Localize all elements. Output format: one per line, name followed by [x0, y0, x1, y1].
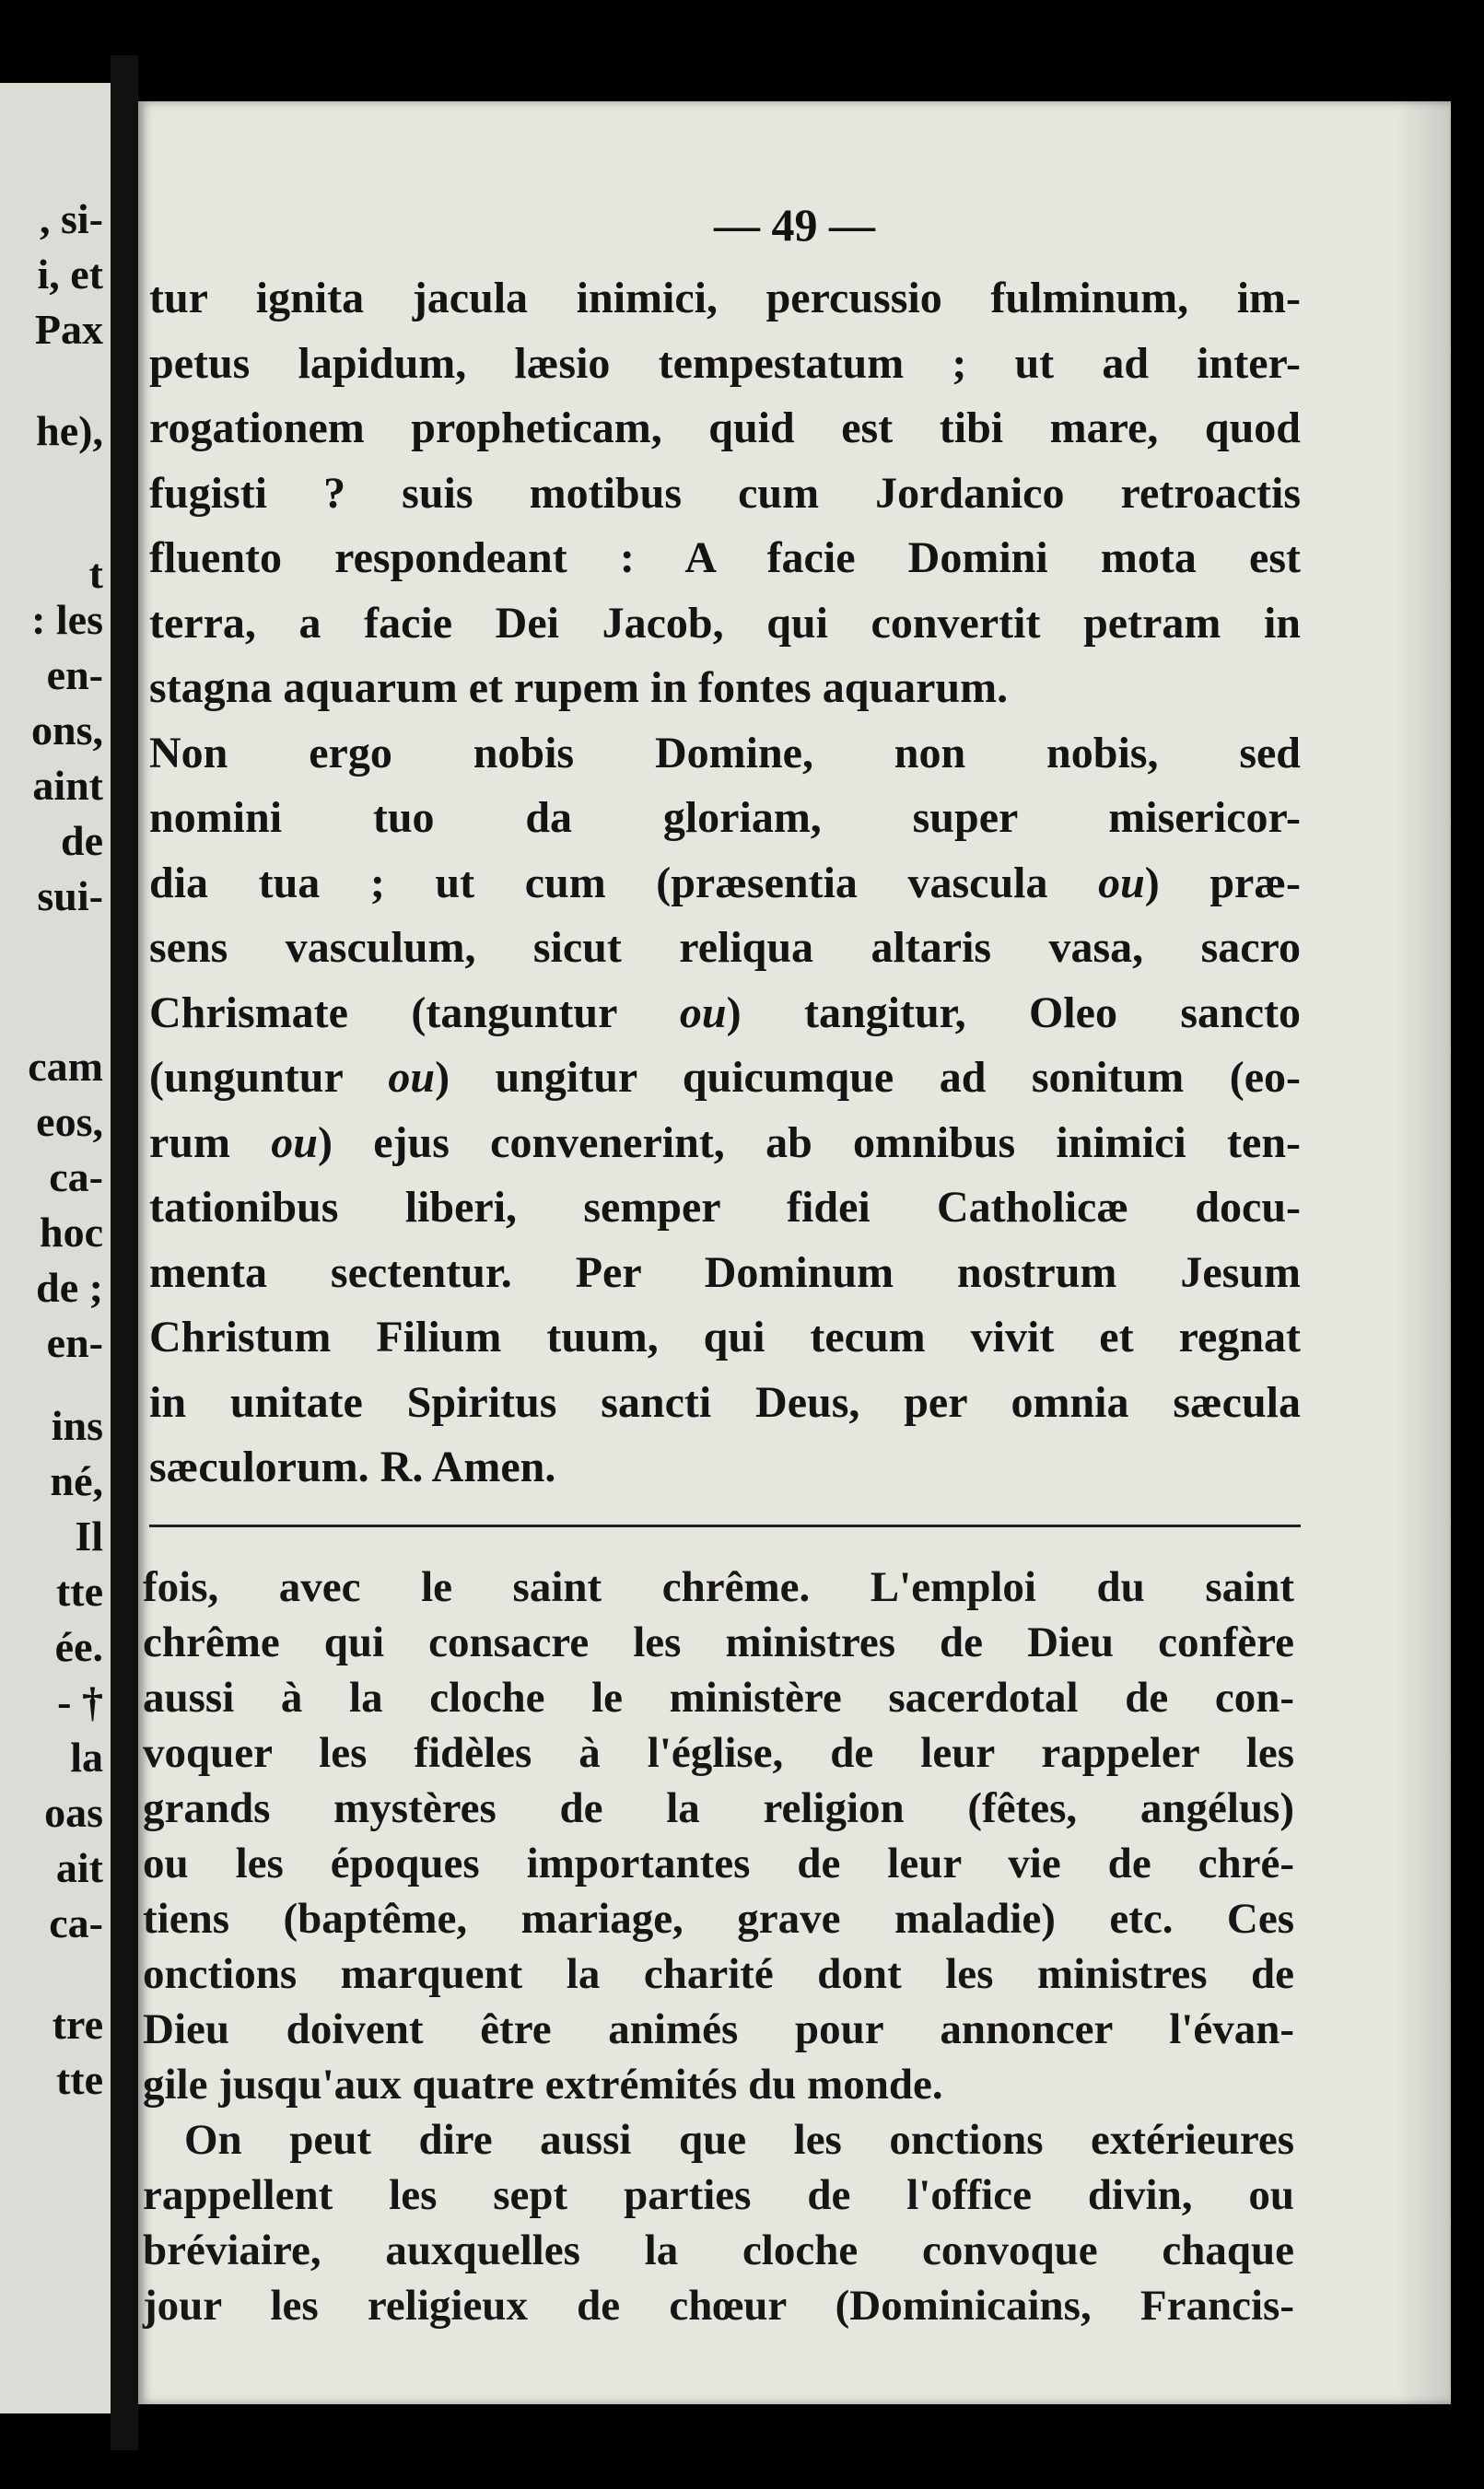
- adjacent-page-line: eos,: [36, 1098, 103, 1145]
- french-text-line: onctions marquent la charité dont les ministres de: [143, 1950, 1294, 1998]
- french-text-line: ou les époques importantes de leur vie de chré-: [143, 1840, 1294, 1887]
- french-text-line: chrême qui consacre les ministres de Dieu confère: [143, 1618, 1294, 1666]
- book-gutter: [111, 55, 138, 2450]
- adjacent-page-line: sui-: [37, 872, 103, 919]
- adjacent-page-line: ca-: [49, 1153, 103, 1200]
- french-text-line: tiens (baptême, mariage, grave maladie) etc. Ces: [143, 1895, 1294, 1943]
- adjacent-page-line: ins: [51, 1402, 103, 1449]
- adjacent-page-line: né,: [50, 1457, 103, 1504]
- french-text-line: jour les religieux de chœur (Dominicains, Francis-: [143, 2282, 1294, 2330]
- adjacent-page-line: en-: [46, 651, 103, 698]
- french-text-line: rappellent les sept parties de l'office divin, ou: [143, 2171, 1294, 2219]
- french-text-line: voquer les fidèles à l'église, de leur rappeler les: [143, 1729, 1294, 1777]
- adjacent-page-line: he),: [36, 407, 103, 454]
- adjacent-page-fragment: [0, 83, 111, 2413]
- adjacent-page-line: de ;: [36, 1264, 103, 1311]
- latin-text-line: sens vasculum, sicut reliqua altaris vasa, sacro: [149, 923, 1301, 972]
- section-divider: [149, 1525, 1301, 1527]
- latin-prayer-text: [138, 276, 1451, 1621]
- adjacent-page-line: tte: [55, 2056, 103, 2103]
- adjacent-page-line: Pax: [34, 306, 103, 353]
- latin-text-line: rogationem propheticam, quid est tibi mare, quod: [149, 403, 1301, 452]
- latin-text-line: menta sectentur. Per Dominum nostrum Jesum: [149, 1247, 1301, 1297]
- french-text-line: aussi à la cloche le ministère sacerdotal de con-: [143, 1674, 1294, 1722]
- adjacent-page-line: cam: [28, 1043, 103, 1090]
- book-page: [138, 101, 1451, 2404]
- french-text-line: Dieu doivent être animés pour annoncer l'évan-: [143, 2005, 1294, 2053]
- latin-text-line: tationibus liberi, semper fidei Catholicæ docu-: [149, 1183, 1301, 1232]
- adjacent-page-line: en-: [46, 1319, 103, 1366]
- adjacent-page-line: : les: [31, 596, 103, 643]
- adjacent-page-line: oas: [44, 1789, 103, 1836]
- adjacent-page-line: aint: [32, 762, 103, 809]
- adjacent-page-line: tre: [52, 2001, 103, 2048]
- french-text-line: fois, avec le saint chrême. L'emploi du saint: [143, 1563, 1294, 1611]
- french-commentary-text: [138, 1563, 1451, 2395]
- latin-text-line: in unitate Spiritus sancti Deus, per omnia sæcula: [149, 1377, 1301, 1427]
- adjacent-page-line: - †: [57, 1678, 103, 1725]
- latin-text-line: sæculorum. R. Amen.: [149, 1443, 556, 1491]
- adjacent-page-line: hoc: [40, 1209, 103, 1256]
- adjacent-page-line: la: [70, 1734, 103, 1781]
- adjacent-page-line: , si-: [40, 195, 103, 242]
- latin-text-line: nomini tuo da gloriam, super misericor-: [149, 793, 1301, 842]
- french-text-line: On peut dire aussi que les onctions extérieures: [184, 2116, 1294, 2164]
- french-text-line: grands mystères de la religion (fêtes, angélus): [143, 1784, 1294, 1832]
- latin-text-line: tur ignita jacula inimici, percussio fulminum, im-: [149, 274, 1301, 322]
- adjacent-page-line: tte: [55, 1568, 103, 1615]
- french-text-line: gile jusqu'aux quatre extrémités du monde.: [143, 2061, 943, 2109]
- latin-text-line: petus lapidum, læsio tempestatum ; ut ad inter-: [149, 338, 1301, 388]
- adjacent-page-line: ée.: [54, 1623, 103, 1670]
- adjacent-page-line: i, et: [37, 251, 103, 298]
- adjacent-page-line: t: [88, 550, 103, 597]
- latin-text-line: Non ergo nobis Domine, non nobis, sed: [149, 728, 1301, 777]
- adjacent-page-line: ca-: [49, 1899, 103, 1946]
- latin-text-line: rum ou) ejus convenerint, ab omnibus inimici ten-: [149, 1117, 1301, 1167]
- latin-text-line: Christum Filium tuum, qui tecum vivit et regnat: [149, 1313, 1301, 1361]
- latin-text-line: fluento respondeant : A facie Domini mota est: [149, 533, 1301, 582]
- page-number: — 49 —: [714, 199, 875, 251]
- latin-text-line: Chrismate (tanguntur ou) tangitur, Oleo sancto: [149, 987, 1301, 1037]
- latin-text-line: fugisti ? suis motibus cum Jordanico retroactis: [149, 468, 1301, 518]
- adjacent-page-line: ait: [55, 1844, 103, 1891]
- french-text-line: bréviaire, auxquelles la cloche convoque chaque: [143, 2226, 1294, 2274]
- adjacent-page-line: ons,: [31, 707, 103, 754]
- latin-text-line: terra, a facie Dei Jacob, qui convertit petram in: [149, 598, 1301, 648]
- adjacent-page-line: de: [61, 817, 103, 864]
- latin-text-line: stagna aquarum et rupem in fontes aquarum.: [149, 663, 1009, 712]
- latin-text-line: (unguntur ou) ungitur quicumque ad sonitum (eo-: [149, 1053, 1301, 1102]
- adjacent-page-line: Il: [75, 1513, 103, 1560]
- latin-text-line: dia tua ; ut cum (præsentia vascula ou) præ-: [149, 858, 1301, 907]
